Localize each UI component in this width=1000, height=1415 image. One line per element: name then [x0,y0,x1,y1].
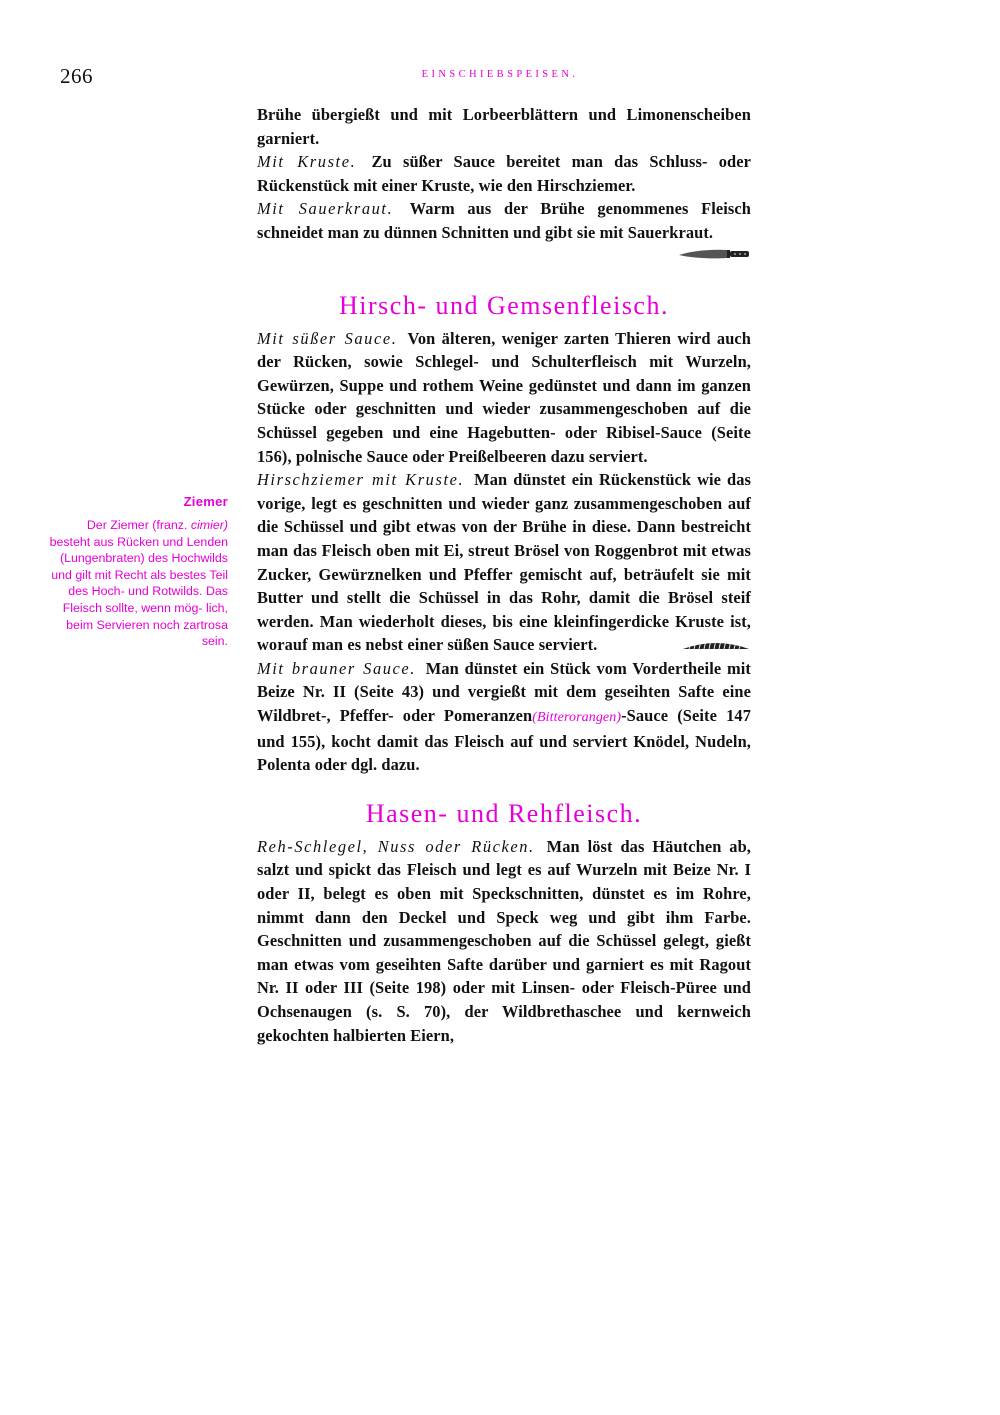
recipe-lead: Mit Kruste. [257,152,357,172]
knife-ornament-row [257,245,751,267]
recipe-text-continued: -Sauce (Seite 147 und 155), kocht damit das Fleisch auf und serviert Knödel, Nudeln, Polenta oder dgl. dazu. [257,706,751,775]
recipe-text: Man löst das Häutchen ab, salzt und spickt das Fleisch und legt es auf Wurzeln mit Beize Nr. I oder II, belegt es oben mit Speckschnitten, dünstet es im Rohre, nimmt dann den Deckel und Speck weg und gibt ihm Farbe. Geschnitten und zusammengeschoben auf die Schüssel gelegt, gießt man etwas vom geseihten Safte darüber und garniert es mit Ragout Nr. II oder III (Seite 198) oder mit Linsen- oder Fleisch-Püree und Ochsenaugen (s. S. 70), der Wildbrethaschee und kernweich gekochten halbierten Eiern, [257,836,752,1045]
gloss-bitterorangen: (Bitterorangen) [532,710,622,726]
comb-ornament-icon [681,637,751,651]
margin-note-text-end: besteht aus Rücken und Lenden (Lungenbraten) des Hochwilds und gilt mit Recht als bestes Teil des Hoch- und Rotwilds. Das Fleisch sollte, wenn mög- lich, beim Servieren noch zartrosa sein. [49,534,228,649]
recipe-reh-schlegel [257,835,751,1047]
recipe-hirschziemer [257,468,751,657]
recipe-lead: Mit Sauerkraut. [257,199,394,219]
page-number: 266 [60,64,93,88]
margin-note-text [48,517,228,650]
margin-note-italic: cimier) [190,518,228,532]
recipe-suesser-sauce [257,327,751,469]
margin-note-title: Ziemer [183,494,228,509]
recipe-text: Zu süßer Sauce bereitet man das Schluss- oder Rückenstück mit einer Kruste, wie den Hirschziemer. [257,152,751,195]
recipe-lead: Hirschziemer mit Kruste. [257,470,465,490]
recipe-text: Von älteren, weniger zarten Thieren wird auch der Rücken, sowie Schlegel- und Schulterfleisch mit Wurzeln, Gewürzen, Suppe und rothem Weine gedünstet und dann im ganzen Stücke oder geschnitten und wieder zusammengeschoben auf die Schüssel gegeben und eine Hagebutten- oder Ribisel-Sauce (Seite 156), polnische Sauce oder Preißelbeeren dazu serviert. [257,328,751,466]
knife-icon [677,247,751,261]
recipe-brauner-sauce [257,657,751,777]
recipe-lead: Mit süßer Sauce. [257,328,398,348]
recipe-text: Man dünstet ein Stück vom Vordertheile mit Beize Nr. II (Seite 43) und vergießt mit dem geseihten Safte eine Wildbret-, Pfeffer- oder Pomeranzen [257,658,751,726]
margin-note-text-start: Der Ziemer (franz. [86,518,191,532]
margin-note [48,494,228,650]
section-heading-hirsch: Hirsch- und Gemsenfleisch. [339,290,669,320]
recipe-text: Warm aus der Brühe genommenes Fleisch schneidet man zu dünnen Schnitten und gibt sie mit Sauerkraut. [257,199,751,242]
recipe-mit-sauerkraut [257,197,751,244]
recipe-lead: Reh-Schlegel, Nuss oder Rücken. [257,836,535,856]
recipe-text: Man dünstet ein Rückenstück wie das vorige, legt es geschnitten und wieder ganz zusammengeschoben auf die Schüssel und gibt etwas von der Brühe in diese. Dann bestreicht man das Fleisch oben mit Ei, streut Brösel von Roggenbrot mit etwas Zucker, Gewürznelken und Pfeffer gemischt auf, beträufelt sie mit Butter und stellt die Schüssel in das Rohr, damit die Brösel steif werden. Man wiederholt dieses, bis eine kleinfingerdicke Kruste ist, worauf man es nebst einer süßen Sauce serviert. [257,470,751,655]
recipe-lead: Mit brauner Sauce. [257,658,416,678]
running-head: EINSCHIEBSPEISEN. [421,69,579,80]
main-text-column [257,103,751,1047]
section-heading-hasen: Hasen- und Rehfleisch. [365,798,643,828]
intro-paragraph: Brühe übergießt und mit Lorbeerblättern und Limonenscheiben garniert. [257,105,751,148]
recipe-mit-kruste [257,150,751,197]
